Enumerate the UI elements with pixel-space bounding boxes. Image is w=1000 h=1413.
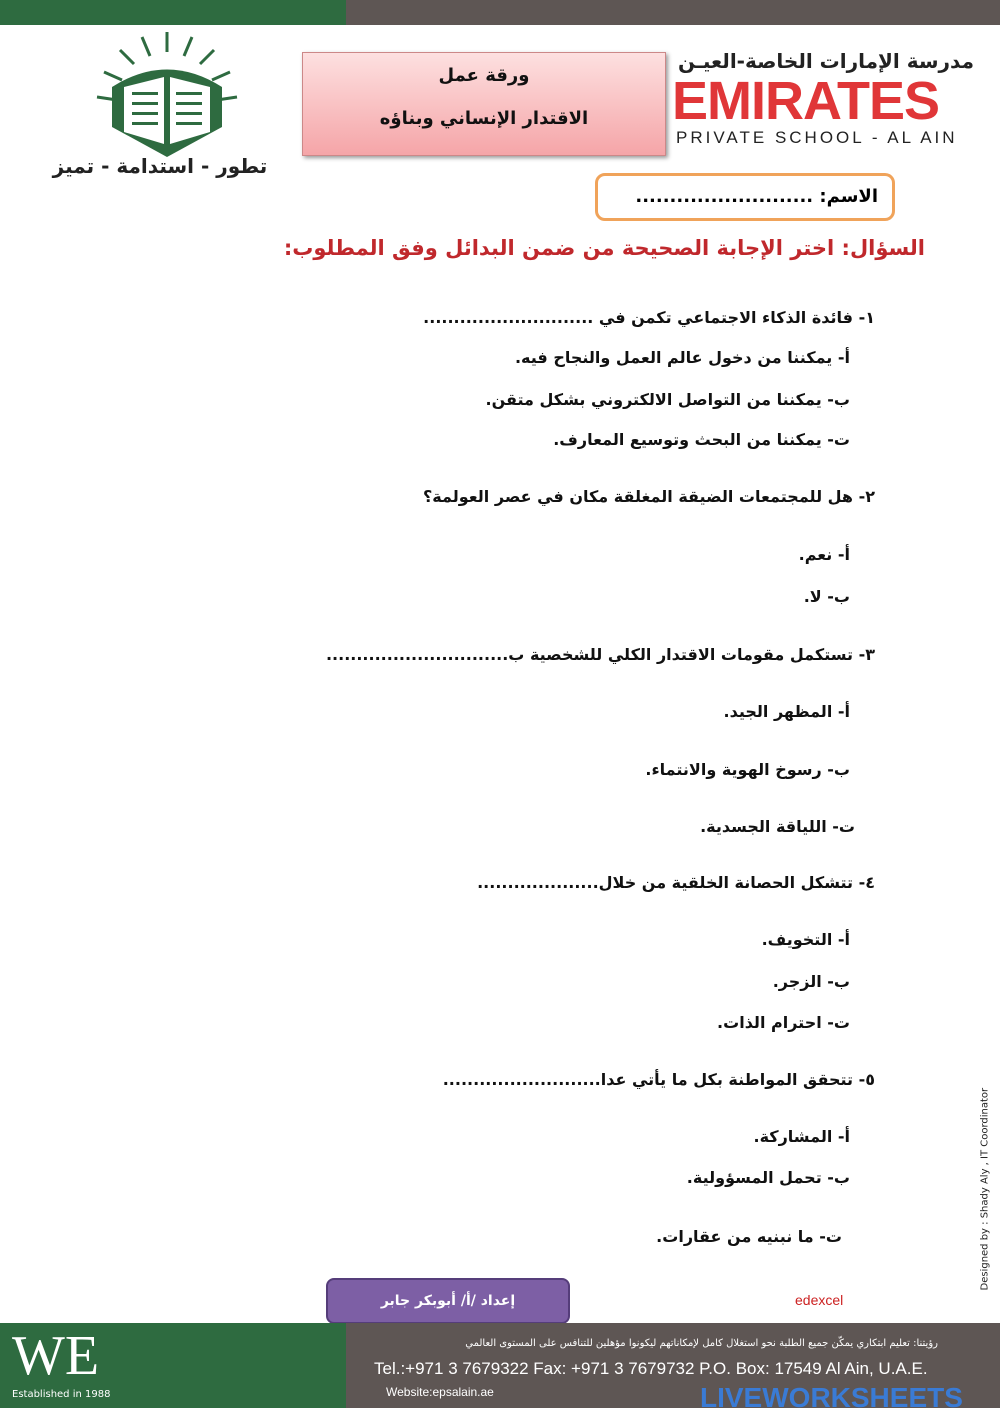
- top-bar-gray: [346, 0, 1000, 25]
- school-motto: تطور - استدامة - تميز: [52, 154, 268, 178]
- school-name-english: EMIRATES: [672, 71, 940, 131]
- accreditation-logos: [795, 1292, 843, 1308]
- book-logo-icon: [92, 32, 242, 162]
- option-5b[interactable]: ب- تحمل المسؤولية.: [686, 1168, 850, 1187]
- designer-credit: Designed by : Shady Aly , IT Coordinator: [979, 1087, 991, 1291]
- option-3b[interactable]: ب- رسوخ الهوية والانتماء.: [645, 760, 850, 779]
- school-subtitle: PRIVATE SCHOOL - AL AIN: [676, 128, 958, 147]
- option-4c[interactable]: ت- احترام الذات.: [717, 1013, 850, 1032]
- contact-info: Tel.:+971 3 7679322 Fax: +971 3 7679732 P.O. Box: 17549 Al Ain, U.A.E.: [374, 1359, 928, 1378]
- option-5c[interactable]: ت- ما نبنيه من عقارات.: [656, 1227, 842, 1246]
- worksheet-title-box: [302, 52, 666, 156]
- worksheet-label: ورقة عمل: [438, 65, 530, 86]
- we-logo: WE: [12, 1325, 100, 1387]
- option-4b[interactable]: ب- الزجر.: [772, 972, 850, 991]
- option-2a[interactable]: أ- نعم.: [798, 545, 850, 564]
- liveworksheets-watermark: LIVEWORKSHEETS: [700, 1382, 963, 1413]
- option-1c[interactable]: ت- يمكننا من البحث وتوسيع المعارف.: [553, 430, 850, 449]
- question-3: ٣- تستكمل مقومات الاقتدار الكلي للشخصية ب..............................: [325, 645, 875, 664]
- option-4a[interactable]: أ- التخويف.: [761, 930, 850, 949]
- vision-statement: رؤيتنا: تعليم ابتكاري يمكّن جميع الطلبة نحو استغلال كامل لإمكاناتهم ليكونوا مؤهلين للتنافس على المستوى العالمي: [465, 1338, 938, 1349]
- option-3a[interactable]: أ- المظهر الجيد.: [723, 702, 850, 721]
- question-4: ٤- تتشكل الحصانة الخلقية من خلال....................: [477, 873, 875, 892]
- top-bar-green: [0, 0, 346, 25]
- edexcel-logo: edexcel: [795, 1292, 844, 1308]
- author-badge: إعداد /أ/ أبوبكر جابر: [326, 1278, 570, 1324]
- school-name-arabic: مدرسة الإمارات الخاصة-العيـن: [678, 49, 974, 73]
- question-5: ٥- تتحقق المواطنة بكل ما يأتي عدا..........................: [442, 1070, 875, 1089]
- option-2b[interactable]: ب- لا.: [803, 587, 850, 606]
- question-1: ١- فائدة الذكاء الاجتماعي تكمن في ............................: [423, 308, 875, 327]
- option-1a[interactable]: أ- يمكننا من دخول عالم العمل والنجاح فيه.: [514, 348, 850, 367]
- name-field[interactable]: الاسم: ..........................: [595, 173, 895, 221]
- option-3c[interactable]: ت- اللياقة الجسدية.: [700, 817, 855, 836]
- website-link[interactable]: Website:epsalain.ae: [386, 1385, 494, 1399]
- option-5a[interactable]: أ- المشاركة.: [753, 1127, 850, 1146]
- established-text: Established in 1988: [12, 1389, 111, 1400]
- question-2: ٢- هل للمجتمعات الضيقة المغلقة مكان في عصر العولمة؟: [423, 487, 875, 506]
- footer-logo-panel: [0, 1323, 346, 1408]
- option-1b[interactable]: ب- يمكننا من التواصل الالكتروني بشكل متقن.: [485, 390, 850, 409]
- worksheet-title: الاقتدار الإنساني وبناؤه: [379, 108, 589, 129]
- question-instruction: السؤال: اختر الإجابة الصحيحة من ضمن البدائل وفق المطلوب:: [283, 236, 925, 260]
